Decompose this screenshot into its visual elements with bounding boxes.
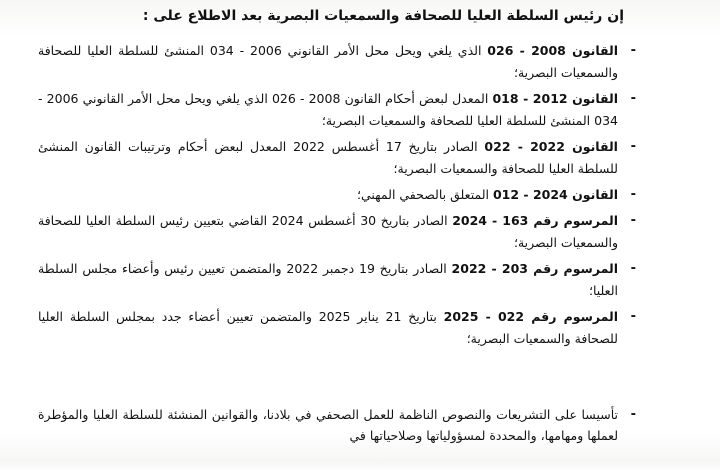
closing-text: تأسيسا على التشريعات والنصوص الناظمة للعمل الصحفي في بلادنا، والقوانين المنشئة للسلطة العليا والمؤطرة لعملها ومهامها، والمحددة لمسؤولياتها وصلاحياتها في	[38, 407, 618, 443]
bullet-marker: -	[630, 43, 636, 58]
closing-paragraph	[38, 404, 636, 446]
bullet-marker: -	[630, 309, 636, 324]
list-item	[38, 258, 636, 302]
law-description: الذي يلغي ويحل محل الأمر القانوني 2006 - 034 المنشئ للسلطة العليا للصحافة والسمعيات البصرية؛	[38, 43, 618, 80]
list-item	[38, 136, 636, 180]
law-reference: القانون 2012 - 018	[492, 91, 618, 106]
legal-references-list	[38, 40, 636, 354]
decree-reference: المرسوم رقم 163 - 2024	[452, 213, 618, 228]
bullet-marker: -	[630, 187, 636, 202]
decree-description: الصادر بتاريخ 30 أغسطس 2024 القاضي بتعيين رئيس السلطة العليا للصحافة والسمعيات البصرية؛	[38, 213, 618, 250]
decree-description: الصادر بتاريخ 19 دجمبر 2022 والمتضمن تعيين رئيس وأعضاء مجلس السلطة العليا؛	[38, 261, 618, 298]
list-item	[38, 210, 636, 254]
decree-reference: المرسوم رقم 203 - 2022	[451, 261, 618, 276]
list-item	[38, 306, 636, 350]
bullet-marker: -	[630, 261, 636, 276]
law-reference: القانون 2022 - 022	[484, 139, 618, 154]
list-item	[38, 40, 636, 84]
law-reference: القانون 2024 - 012	[492, 187, 618, 202]
decree-reference: المرسوم رقم 022 - 2025	[443, 309, 618, 324]
document-header: إن رئيس السلطة العليا للصحافة والسمعيات البصرية بعد الاطلاع على :	[142, 8, 624, 24]
decree-description: بتاريخ 21 يناير 2025 والمتضمن تعيين أعضاء جدد بمجلس السلطة العليا للصحافة والسمعيات البصرية؛	[38, 309, 618, 346]
list-item	[38, 184, 636, 206]
law-description: المتعلق بالصحفي المهني؛	[356, 187, 493, 202]
law-description: المعدل لبعض أحكام القانون 2008 - 026 الذي يلغي ويحل محل الأمر القانوني 2006 - 034 المنشئ للسلطة العليا للصحافة والسمعيات البصرية؛	[38, 91, 618, 128]
law-description: الصادر بتاريخ 17 أغسطس 2022 المعدل لبعض أحكام وترتيبات القانون المنشئ للسلطة العليا للصحافة والسمعيات البصرية؛	[38, 139, 618, 176]
bullet-marker: -	[630, 139, 636, 154]
page-edge-shadow	[0, 462, 720, 470]
bullet-marker: -	[630, 407, 636, 422]
bullet-marker: -	[630, 213, 636, 228]
bullet-marker: -	[630, 91, 636, 106]
list-item	[38, 88, 636, 132]
law-reference: القانون 2008 - 026	[487, 43, 618, 58]
